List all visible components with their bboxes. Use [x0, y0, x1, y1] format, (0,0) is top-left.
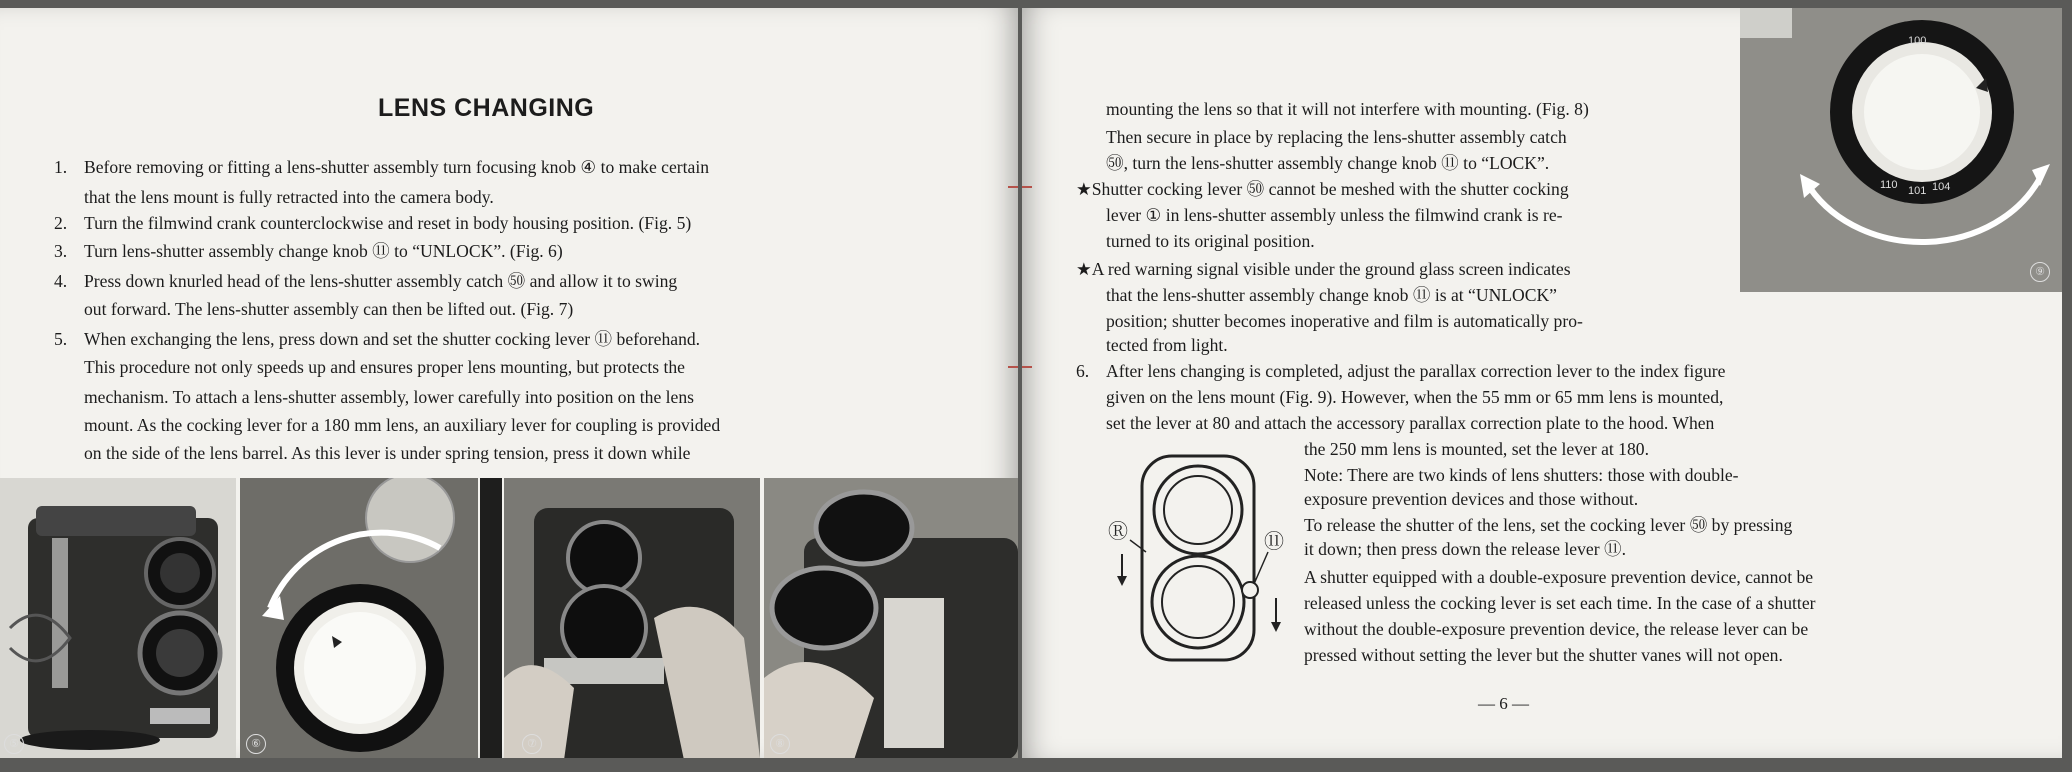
lens-mount-dial-photo: [1740, 8, 2062, 292]
body-text-line: ★A red warning signal visible under the ground glass screen indicates: [1076, 259, 1571, 279]
dial-number: 100: [1908, 35, 1927, 47]
lens-mount-dial-illustration: [1740, 8, 2062, 292]
body-text-line: Turn lens-shutter assembly change knob ⑪ to “UNLOCK”. (Fig. 6): [84, 241, 563, 261]
body-text-line: position; shutter becomes inoperative and film is automatically pro-: [1106, 311, 1583, 331]
list-number: 4.: [54, 271, 68, 291]
list-number: 3.: [54, 241, 68, 261]
lens-mounting-illustration: [764, 478, 1018, 758]
body-text-line: Then secure in place by replacing the lens-shutter assembly catch: [1106, 127, 1567, 147]
body-text-line: turned to its original position.: [1106, 231, 1315, 251]
body-text-line: mounting the lens so that it will not interfere with mounting. (Fig. 8): [1106, 99, 1589, 119]
body-text-line: pressed without setting the lever but the shutter vanes will not open.: [1304, 645, 1783, 665]
body-text-line: ㊿, turn the lens-shutter assembly change knob ⑪ to “LOCK”.: [1106, 153, 1550, 173]
left-page: [0, 8, 1018, 758]
body-text-line: set the lever at 80 and attach the accessory parallax correction plate to the hood. When: [1106, 413, 1715, 433]
margin-mark: [1008, 366, 1018, 368]
list-number: 2.: [54, 213, 68, 233]
body-text-line: the 250 mm lens is mounted, set the lever at 180.: [1304, 439, 1649, 459]
margin-mark: [1008, 186, 1018, 188]
body-text-line: released unless the cocking lever is set each time. In the case of a shutter: [1304, 593, 1816, 613]
diagram-label-11: ⑪: [1264, 529, 1284, 553]
dial-illustration: [240, 478, 478, 758]
figure-5-label: ⑤: [4, 734, 24, 754]
body-text-line: tected from light.: [1106, 335, 1228, 355]
list-number: 5.: [54, 329, 68, 349]
list-number: 1.: [54, 157, 68, 177]
body-text-line: mount. As the cocking lever for a 180 mm lens, an auxiliary lever for coupling is provided: [84, 415, 721, 435]
body-text-line: ★Shutter cocking lever ㊿ cannot be meshed with the shutter cocking: [1076, 179, 1569, 199]
body-text-line: on the side of the lens barrel. As this lever is under spring tension, press it down while: [84, 443, 691, 463]
margin-mark: [1022, 186, 1032, 188]
figure-9-label: ⑨: [2030, 262, 2050, 282]
figure-6-label: ⑥: [246, 734, 266, 754]
camera-illustration: [0, 478, 236, 758]
figure-6-dial-photo: [240, 478, 478, 758]
figure-8-lens-mounting-photo: [764, 478, 1018, 758]
page-number: — 6 —: [1478, 694, 1529, 713]
diagram-label-r: Ⓡ: [1108, 519, 1128, 543]
margin-mark: [1022, 366, 1032, 368]
photo-divider: [480, 478, 502, 758]
body-text-line: After lens changing is completed, adjust the parallax correction lever to the index figure: [1106, 361, 1726, 381]
body-text-line: exposure prevention devices and those without.: [1304, 489, 1639, 509]
figure-7-lens-removal-photo: [504, 478, 760, 758]
body-text-line: lever ① in lens-shutter assembly unless the filmwind crank is re-: [1106, 205, 1563, 225]
body-text-line: Press down knurled head of the lens-shutter assembly catch ㊿ and allow it to swing: [84, 271, 678, 291]
body-text-line: that the lens-shutter assembly change knob ⑪ is at “UNLOCK”: [1106, 285, 1557, 305]
body-text-line: without the double-exposure prevention device, the release lever can be: [1304, 619, 1809, 639]
body-text-line: it down; then press down the release lever ⑪.: [1304, 539, 1626, 559]
body-text-line: A shutter equipped with a double-exposure prevention device, cannot be: [1304, 567, 1814, 587]
body-text-line: out forward. The lens-shutter assembly can then be lifted out. (Fig. 7): [84, 299, 574, 319]
right-page: [1022, 8, 2062, 758]
twin-lens-diagram: [1100, 448, 1300, 668]
dial-number: 101: [1908, 185, 1927, 197]
page-title: LENS CHANGING: [378, 94, 595, 122]
figure-7-label: ⑦: [522, 734, 542, 754]
body-text-line: When exchanging the lens, press down and set the shutter cocking lever ⑪ beforehand.: [84, 329, 701, 349]
body-text-line: This procedure not only speeds up and ensures proper lens mounting, but protects the: [84, 357, 685, 377]
body-text-line: given on the lens mount (Fig. 9). However, when the 55 mm or 65 mm lens is mounted,: [1106, 387, 1724, 407]
body-text-line: that the lens mount is fully retracted into the camera body.: [84, 187, 494, 207]
body-text-line: Note: There are two kinds of lens shutters: those with double-: [1304, 465, 1739, 485]
figure-5-camera-photo: [0, 478, 236, 758]
body-text-line: Turn the filmwind crank counterclockwise and reset in body housing position. (Fig. 5): [84, 213, 692, 233]
body-text-line: mechanism. To attach a lens-shutter assembly, lower carefully into position on the lens: [84, 387, 694, 407]
dial-number: 110: [1880, 179, 1898, 191]
body-text-line: To release the shutter of the lens, set the cocking lever ㊿ by pressing: [1304, 515, 1793, 535]
lens-removal-illustration: [504, 478, 760, 758]
list-number: 6.: [1076, 361, 1090, 381]
dial-number: 104: [1932, 181, 1951, 193]
body-text-line: Before removing or fitting a lens-shutter assembly turn focusing knob ④ to make certain: [84, 157, 710, 177]
figure-8-label: ⑧: [770, 734, 790, 754]
